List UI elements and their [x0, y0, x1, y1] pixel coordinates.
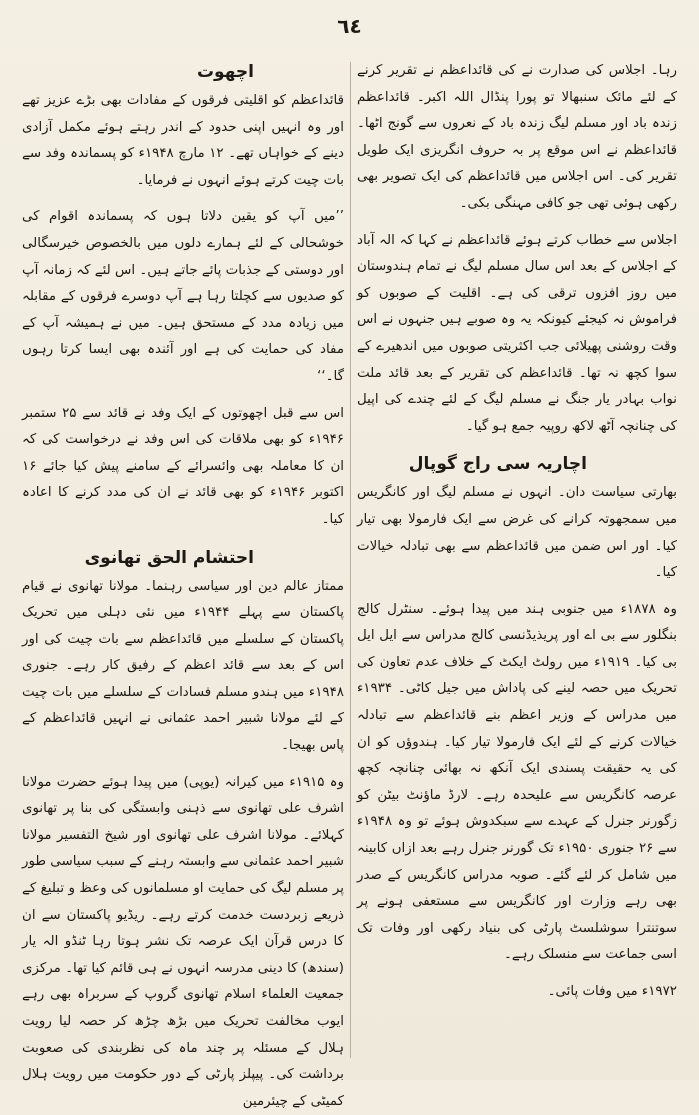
paragraph: رہا۔ اجلاس کی صدارت نے کی قائداعظم نے تقریر کرنے کے لئے مائک سنبھالا تو پورا پنڈال اللہ اکبر۔ قائداعظم زندہ باد اور مسلم لیگ زندہ باد کے نعروں سے گونج اٹھا۔ قائداعظم نے اس موقع پر بہ حروف انگریزی ایک طویل تقریر کی۔ اس اجلاس میں قائداعظم کی ایک تصویر بھی رکھی ہوئی تھی جو کافی مہنگی بکی۔	[357, 63, 677, 211]
paragraph: اس سے قبل اچھوتوں کے ایک وفد نے قائد سے ۲۵ ستمبر ۱۹۴۶ء کو بھی ملاقات کی اس وفد نے درخواست کی کہ ان کا معاملہ بھی وائسرائے کے سامنے پیش کیا جائے ۱۶ اکتوبر ۱۹۴۶ء کو بھی قائد نے ان کی مدد کرنے کا اعادہ کیا۔	[22, 405, 344, 527]
paragraph: وہ ۱۹۱۵ء میں کیرانہ (یوپی) میں پیدا ہوئے حضرت مولانا اشرف علی تھانوی سے ذہنی وابستگی کی بنا پر تھانوی کہلائے۔ مولانا اشرف علی تھانوی اور شیخ التفسیر مولانا شبیر احمد عثمانی سے وابستہ رہنے کے سبب سیاسی طور پر مسلم لیگ کی حمایت او مسلمانوں کی وعظ و تبلیغ کے ذریعے زبردست خدمت کرتے رہے۔ ریڈیو پاکستان سے ان کا درس قرآن ایک عرصہ تک نشر ہوتا رہا ٹنڈو الہ یار (سندھ) کا دینی مدرسہ انہوں نے ہی قائم کیا تھا۔ مرکزی جمعیت العلماء اسلام تھانوی گروپ کے سربراہ بھی رہے ایوب مخالفت تحریک میں بڑھ چڑھ کر حصہ لیا رویت ہلال کے مسئلہ پر چند ماہ کی نظربندی کی صعوبت برداشت کی۔ پیپلز پارٹی کے دور حکومت میں رویت ہلال کمیٹی کے چیئرمین	[22, 774, 344, 1109]
paragraph: ممتاز عالم دین اور سیاسی رہنما۔ مولانا تھانوی نے قیام پاکستان سے پہلے ۱۹۴۴ء میں نئی دہلی میں تحریک پاکستان کے سلسلے میں قائداعظم سے بات چیت کی اور اس کے بعد سے قائد اعظم کے رفیق کار رہے۔ جنوری ۱۹۴۸ء میں ہندو مسلم فسادات کے سلسلے میں بات چیت کے لئے مولانا شبیر احمد عثمانی نے انہیں قائداعظم کے پاس بھیجا۔	[22, 578, 344, 754]
paragraph: اجلاس سے خطاب کرتے ہوئے قائداعظم نے کہا کہ الہ آباد کے اجلاس کے بعد اس سال مسلم لیگ نے تمام ہندوستان میں روز افزوں ترقی کی ہے۔ اقلیت کے صوبوں کو فراموش نہ کیجئے کیونکہ یہ وہ صوبے ہیں جنہوں نے اس وقت روشنی پھیلائی جب اکثریتی صوبوں میں اندھیرے کے سوا کچھ نہ تھا۔ قائداعظم کی تقریر کے بعد قائد ملت نواب بہادر یار جنگ نے مسلم لیگ کے لئے چندے کی اپیل کی چنانچہ آٹھ لاکھ روپیہ جمع ہو گیا۔	[357, 232, 677, 434]
paragraph: ۱۹۷۲ء میں وفات پائی۔	[547, 984, 677, 999]
section-heading: اچھوت	[196, 62, 254, 82]
left-column	[22, 58, 344, 1109]
paragraph: وہ ۱۸۷۸ء میں جنوبی ہند میں پیدا ہوئے۔ سنٹرل کالج بنگلور سے بی اے اور پریذیڈنسی کالج مدراس سے ایل ایل بی کیا۔ ۱۹۱۹ء میں رولٹ ایکٹ کے خلاف عدم تعاون کی تحریک میں حصہ لینے کی پاداش میں جیل کاٹی۔ ۱۹۳۴ء میں مدراس کے وزیر اعظم بنے قائداعظم سے تبادلہ خیالات کرنے کے لئے ایک فارمولا تیار کیا۔ ہندوؤں کو ان کی یہ حقیقت پسندی ایک آنکھ نہ بھائی چنانچہ کچھ عرصہ کانگریس سے علیحدہ رہے۔ لارڈ ماؤنٹ بیٹن کو زگورنر جنرل کے عہدے سے سبکدوش ہوئے تو وہ ۱۹۴۸ء سے ۲۶ جنوری ۱۹۵۰ء تک گورنر جنرل رہے بعد ازاں کابینہ میں شامل کر لئے گئے۔ صوبہ مدراس کانگریس کے صدر بھی رہے وزارت اور کانگریس سے مستعفی ہونے پر سوتنترا سوشلسٹ پارٹی کی بنیاد رکھی اور وفات تک اسی جماعت سے منسلک رہے۔	[357, 601, 678, 963]
quote-paragraph: ’’میں آپ کو یقین دلاتا ہوں کہ پسماندہ اقوام کی خوشحالی کے لئے ہمارے دلوں میں بالخصوص خیرسگالی اور دوستی کے جذبات پائے جاتے ہیں۔ اس لئے کہ زمانہ آپ کو صدیوں سے کچلتا رہا ہے آپ دوسرے فرقوں کے مقابلہ میں زیادہ مدد کے مستحق ہیں۔ میں نے ہمیشہ آپ کے مفاد کی حمایت کی ہے اور آئندہ بھی ایسا کرتا رہوں گا۔‘‘	[22, 209, 344, 384]
right-column	[357, 58, 677, 1068]
section-heading: احتشام الحق تھانوی	[84, 547, 254, 568]
column-divider	[350, 62, 351, 1058]
paragraph: قائداعظم کو اقلیتی فرقوں کے مفادات بھی بڑے عزیز تھے اور وہ انہیں اپنی حدود کے اندر رہتے ہوئے مکمل آزادی دینے کے خواہاں تھے۔ ۱۲ مارچ ۱۹۴۸ء کو پسماندہ وفد سے بات چیت کرتے ہوئے انہوں نے فرمایا۔	[22, 93, 344, 188]
page-number: ٦٤	[337, 14, 362, 38]
section-heading: اچاریہ سی راج گوپال	[408, 454, 587, 475]
paragraph: بھارتی سیاست دان۔ انہوں نے مسلم لیگ اور کانگریس میں سمجھوتہ کرانے کی غرض سے ایک فارمولا بھی تیار کیا۔ اور اس ضمن میں قائداعظم سے بھی تبادلہ خیالات کیا۔	[357, 485, 677, 581]
